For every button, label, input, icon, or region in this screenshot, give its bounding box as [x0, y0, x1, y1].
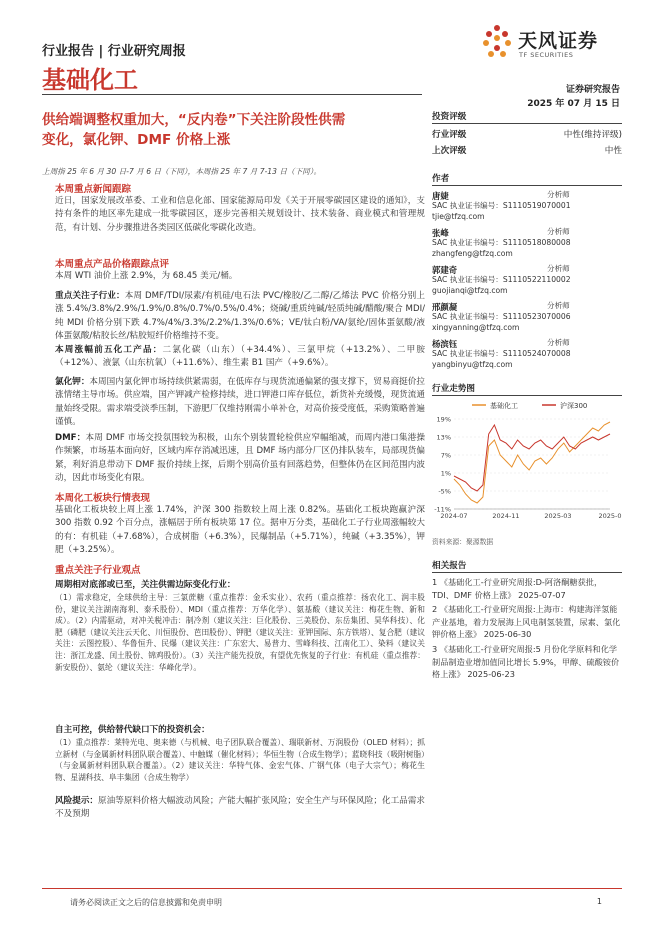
author-name: 邢颜凝 [432, 302, 458, 312]
related-report-item[interactable]: 3 《基础化工-行业研究周报:5 月份化学原料和化学制品制造业增加值同比增长 5.9%，甲醇、硫酸铵价格上涨》 2025-06-23 [432, 643, 620, 680]
selfcontrol-text: （1）重点推荐：莱特光电、奥来德（与机械、电子团队联合覆盖）、瑞联新材、万润股份（OLED 材料）；抓立新材（与金属新材料团队联合覆盖）、中触媒（催化材料）；华恒生物（合成生物学）；蓝晓科技（吸附树脂）（与金属新材料团队联合覆盖）。（2）建议关注：华特气体、金宏气体、广钢气体（电子大宗气）；梅花生物、星湖科技、阜丰集团（合成生物学） [55, 738, 425, 782]
title-line-2: 变化，氯化钾、DMF 价格上涨 [42, 132, 231, 148]
authors-title: 作者 [432, 174, 450, 184]
y-tick-label: 19% [436, 415, 451, 424]
author-cert: SAC 执业证书编号：S1110518080008 [432, 238, 571, 247]
news-heading: 本周重点新闻跟踪 [55, 184, 132, 195]
risk-label: 风险提示： [55, 796, 99, 806]
view-heading: 重点关注子行业观点 [55, 565, 141, 576]
report-type: 证券研究报告 [565, 85, 620, 95]
logo-cn: 天风证券 [518, 30, 599, 52]
board-text: 基础化工板块较上周上涨 1.74%，沪深 300 指数较上周上涨 0.82%。基础化工板块跑赢沪深 300 指数 0.92 个百分点，涨幅居于所有板块第 17 位。据申万分类，基础化工子行业周涨幅较大的有：有机硅（+7.68%），合成树脂（+6.3%），民爆制品（+5.71%），纯碱（+3.35%），钾肥（+3.25%）。 [55, 505, 425, 556]
x-tick-label: 2025-0 [598, 512, 622, 520]
author-cert: SAC 执业证书编号：S1110519070001 [432, 201, 571, 210]
prev-rating-label: 上次评级 [432, 146, 467, 156]
cycle-heading: 周期相对底部或已至，关注供需边际变化行业： [55, 580, 236, 590]
rating-title: 投资评级 [432, 112, 467, 122]
x-tick-label: 2024-11 [492, 512, 520, 520]
dmf-paragraph [55, 432, 425, 486]
author-name: 唐婕 [432, 191, 449, 201]
y-tick-label: -5% [438, 487, 451, 496]
title-divider [42, 94, 422, 95]
top5-label: 本周涨幅前五化工产品： [55, 345, 163, 355]
author-role: 分析师 [547, 338, 570, 347]
author-name: 杨滨钰 [432, 339, 458, 349]
chart-title: 行业走势图 [432, 384, 475, 394]
page-number: 1 [596, 897, 602, 906]
wti-text: 本周 WTI 油价上涨 2.9%，为 68.45 美元/桶。 [55, 271, 238, 281]
rating-divider [432, 123, 622, 124]
x-tick-label: 2025-03 [544, 512, 572, 520]
report-title [42, 110, 427, 150]
author-role: 分析师 [547, 227, 570, 236]
y-tick-label: -11% [434, 505, 451, 514]
kcl-text: 本周国内氯化钾市场持续供紧需弱，在低库存与现货流通偏紧的强支撑下，贸易商挺价拉涨情绪主导市场。供应端，国产钾减产检修持续，进口钾港口库存低位，新货补充缓慢，现货流通量始终受限。需求端受淡季压制，下游肥厂仅维持刚需小单补仓，对高价接受度低，采购策略普遍谨慎。 [55, 377, 425, 428]
cycle-text: （1）需求稳定，全球供给主导：三氯蔗糖（重点推荐：金禾实业）、农药（重点推荐：扬农化工、润丰股份，建议关注湖南海利、泰禾股份）、MDI（重点推荐：万华化学）、氨基酸（建议关注：梅花生物、新和成）。（2）内需驱动，对冲关税冲击：制冷剂（建议关注：巨化股份、三美股份、东岳集团、昊华科技）、化肥（磷肥（建议关注云天化、川恒股份、芭田股份）、钾肥（建议关注：亚钾国际、东方铁塔）、复合肥（建议关注：云图控股）、华鲁恒升、民爆（建议关注：广东宏大、易普力、雪峰科技、江南化工）、染料（建议关注：浙江龙盛、闰土股份、锦鸡股份）。（3）关注产能先投放，有望优先恢复的子行业：有机硅（重点推荐：新安股份）、氨纶（建议关注：华峰化学）。 [55, 593, 425, 672]
kcl-paragraph [55, 376, 425, 430]
report-date: 2025 年 07 月 15 日 [527, 99, 620, 109]
author-cert: SAC 执业证书编号：S1110524070008 [432, 349, 571, 358]
risk-text: 原油等原料价格大幅波动风险；产能大幅扩张风险；安全生产与环保风险；化工品需求不及预期 [55, 796, 425, 820]
author-email[interactable]: guojianqi@tfzq.com [432, 286, 508, 295]
period-note: 上周指 25 年 6 月 30 日-7 月 6 日（下同），本周指 25 年 7 月 7-13 日（下同）。 [42, 167, 322, 176]
dmf-text: 本周 DMF 市场交投氛围较为积极，山东个别装置轮检供应窄幅缩减，而周内港口集港操作频繁，市场基本面向好，区域内库存消减迅速，且 DMF 场内部分厂区仍排队装车，局部现货偏紧，利好消息带动下 DMF 报价持续上探，后期个别高价虽有回落趋势，但整体仍在区间范围内波动，因此市场变化有限。 [55, 433, 425, 484]
author-role: 分析师 [547, 190, 570, 199]
logo [482, 24, 622, 64]
prev-rating-value: 中性 [604, 146, 622, 156]
related-report-item[interactable]: 1 《基础化工-行业研究周报:D-阿洛酮糖获批，TDI、DMF 价格上涨》 2025-07-07 [432, 577, 603, 600]
footer-divider [42, 888, 622, 889]
focus-label: 重点关注子行业： [55, 291, 125, 301]
rating-value: 中性(维持评级) [563, 130, 622, 140]
selfcontrol-heading: 自主可控，供给替代缺口下的投资机会： [55, 725, 210, 735]
related-list [432, 576, 622, 683]
author-email[interactable]: tjie@tfzq.com [432, 212, 485, 221]
chart-divider [432, 395, 622, 396]
author-email[interactable]: zhangfeng@tfzq.com [432, 249, 513, 258]
board-heading: 本周化工板块行情表现 [55, 493, 151, 504]
trend-chart [432, 397, 622, 527]
chart-source: 资料来源：聚源数据 [432, 538, 494, 546]
legend-label: 沪深300 [560, 402, 588, 410]
dmf-label: DMF： [55, 433, 86, 443]
report-category: 行业报告 | 行业研究周报 [42, 44, 186, 59]
y-tick-label: 1% [440, 469, 451, 478]
author-name: 张峰 [432, 228, 449, 238]
author-cert: SAC 执业证书编号：S1110523070006 [432, 312, 571, 321]
legend-label: 基础化工 [490, 402, 518, 410]
price-heading: 本周重点产品价格跟踪点评 [55, 259, 170, 270]
related-title: 相关报告 [432, 561, 467, 571]
authors-divider [432, 185, 622, 186]
related-report-item[interactable]: 2 《基础化工-行业研究周报:上海市：构建海洋氢能产业基地，着力发展海上风电制氢装置，尿素、氯化钾价格上涨》 2025-06-30 [432, 604, 621, 640]
industry-title: 基础化工 [42, 66, 138, 94]
title-line-1: 供给端调整权重加大，“反内卷”下关注阶段性供需 [42, 112, 346, 128]
focus-paragraph [55, 290, 425, 344]
news-text: 近日，国家发展改革委、工业和信息化部、国家能源局印发《关于开展零碳园区建设的通知》，支持有条件的地区率先建成一批零碳园区，逐步完善相关规划设计、技术装备、商业模式和管理规范，有计划、分步骤推进各类园区低碳化零碳化改造。 [55, 196, 425, 233]
author-cert: SAC 执业证书编号：S1110522110002 [432, 275, 571, 284]
kcl-label: 氯化钾： [55, 377, 90, 387]
risk-paragraph [55, 795, 425, 822]
author-role: 分析师 [547, 301, 570, 310]
related-divider [432, 572, 622, 573]
author-name: 郭建奇 [432, 265, 458, 275]
author-email[interactable]: xingyanning@tfzq.com [432, 323, 520, 332]
x-tick-label: 2024-07 [440, 512, 468, 520]
rating-label: 行业评级 [432, 130, 467, 140]
footer-disclaimer: 请务必阅读正文之后的信息披露和免责申明 [70, 898, 222, 907]
logo-en: TF SECURITIES [519, 51, 574, 59]
y-tick-label: 7% [440, 451, 451, 460]
focus-text: 本周 DMF/TDI/尿素/有机硅/电石法 PVC/橡胶/乙二醇/乙烯法 PVC 价格分别上涨 5.4%/3.8%/2.9%/1.9%/0.8%/0.7%/0.5%/0.4%；烧碱/重质纯碱/轻质纯碱/醋酸/聚合 MDI/纯 MDI 价格分别下跌 4.7%/4%/3.3%/2.2%/1.3%/0.6%；VE/钛白粉/VA/氨纶/固体蛋氨酸/液体蛋氨酸/粘胶长丝/粘胶短纤价格维持不变。 [55, 291, 425, 342]
logo-mark-icon [482, 24, 512, 60]
author-email[interactable]: yangbinyu@tfzq.com [432, 360, 513, 369]
top5-paragraph [55, 344, 425, 371]
author-role: 分析师 [547, 264, 570, 273]
y-tick-label: 13% [436, 433, 451, 442]
top5-text: 二氯化碳（山东）（+34.4%）、三氯甲烷（+13.2%）、二甲胺（+12%）、液氯（山东杭氧）（+11.6%）、维生素 B1 国产（+9.6%）。 [55, 345, 425, 369]
